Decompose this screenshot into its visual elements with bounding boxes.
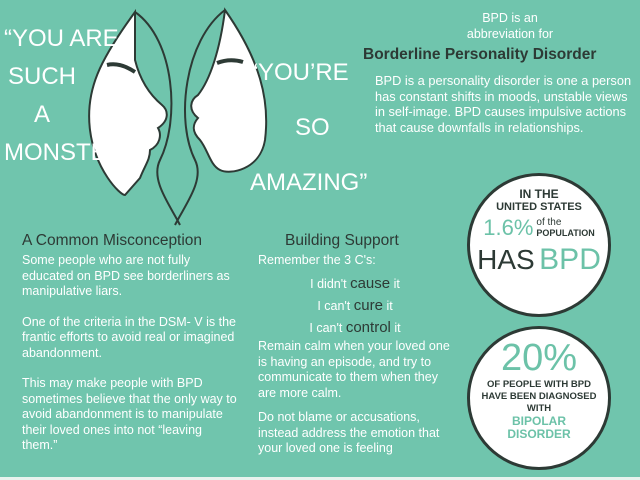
support-paragraph: Do not blame or accusations, instead address the emotion that your loved one is feeling (258, 410, 440, 455)
quote-line: “YOU ARE (4, 25, 119, 52)
quote-line: A (34, 101, 51, 128)
quote-line: SUCH (8, 63, 77, 90)
stat-circle-bipolar (467, 326, 611, 470)
stat1-population: POPULATION (536, 228, 595, 238)
quote-line: MONSTER” (4, 139, 132, 166)
misconception-heading: A Common Misconception (22, 232, 203, 249)
page-title: Borderline Personality Disorder (363, 46, 597, 63)
quote-line: SO (295, 114, 330, 141)
c-item: I can't cure it (317, 297, 393, 314)
misconception-paragraph: This may make people with BPD sometimes believe that the only way to avoid abandonment is to manipulate their loved ones into not “leaving them.” (22, 376, 237, 452)
stat2-percent: 20% (500, 337, 578, 379)
quote-line: AMAZING” (250, 169, 368, 196)
stat1-line2: UNITED STATES (496, 201, 582, 213)
support-paragraph: Remain calm when your loved one is having an episode, and try to communicate to them when they are more calm. (258, 339, 450, 400)
misconception-paragraph: Some people who are not fully educated on BPD see borderliners as manipulative liars. (22, 253, 230, 298)
stat1-percent: 1.6% (483, 215, 534, 240)
stat1-line1: IN THE (519, 187, 559, 201)
stat1-of: of the (536, 217, 562, 228)
left-quote (4, 20, 132, 172)
three-cs-list (260, 273, 450, 339)
stat2-text: OF PEOPLE WITH BPD HAVE BEEN DIAGNOSED WITH (481, 379, 597, 414)
support-heading: Building Support (285, 232, 399, 249)
header-line1: BPD is an (482, 11, 538, 25)
c-item: I can't control it (309, 319, 401, 336)
quote-line: “YOU’RE (250, 59, 349, 86)
right-quote (250, 45, 367, 210)
stat1-has: HAS (477, 244, 535, 275)
support-intro: Remember the 3 C's: (258, 253, 376, 267)
stat-circle-population (467, 173, 611, 317)
c-item: I didn't cause it (310, 275, 400, 292)
stat2-highlight: BIPOLAR DISORDER (507, 414, 571, 441)
misconception-paragraph: One of the criteria in the DSM- V is the frantic efforts to avoid real or imagined abandonment. (22, 314, 236, 360)
stat1-bpd: BPD (539, 243, 601, 276)
bpd-description: BPD is a personality disorder is one a person has constant shifts in moods, unstable views in self-image. BPD causes impulsive actions that cause downfalls in relationships. (375, 73, 632, 135)
header-line2: abbreviation for (466, 27, 554, 41)
